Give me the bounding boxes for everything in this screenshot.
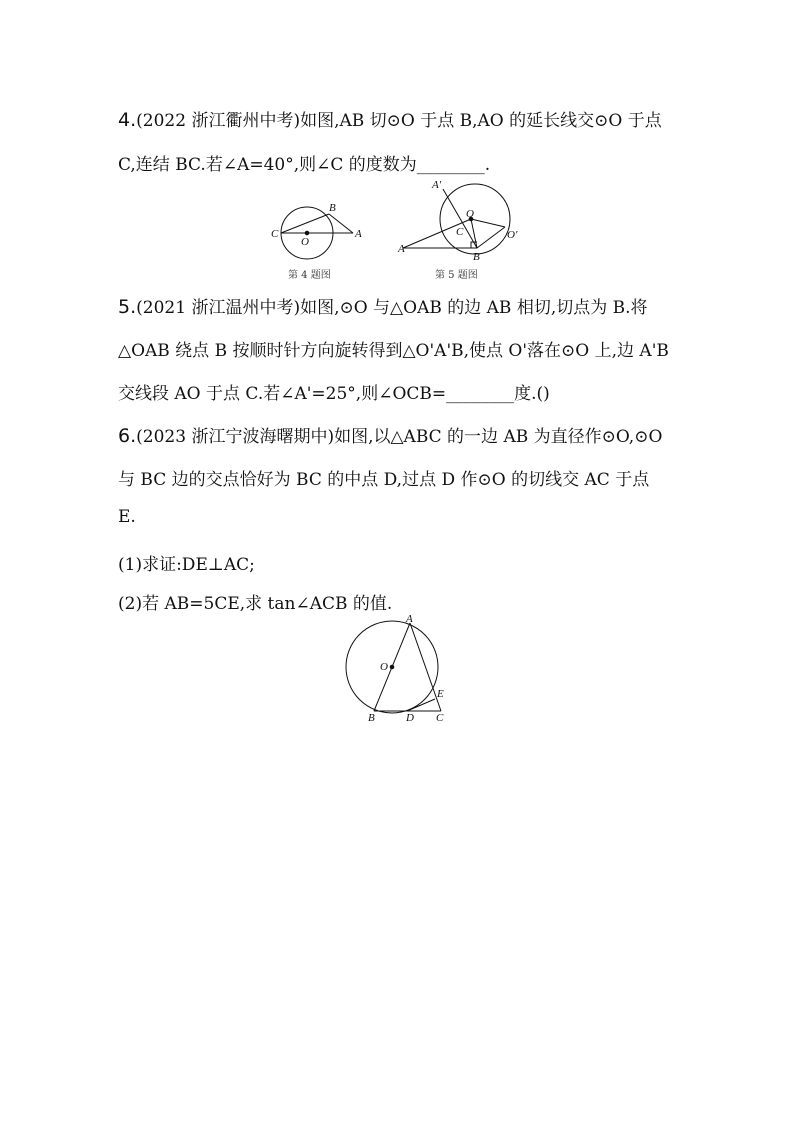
problem-4-number: 4. [118, 109, 137, 131]
problem-6-part-2: (2)若 AB=5CE,求 tan∠ACB 的值. [118, 594, 393, 614]
label-o: O [380, 661, 388, 673]
segment-bo1 [477, 227, 505, 248]
label-c: C [456, 226, 464, 238]
problem-5-line-3: 交线段 AO 于点 C.若∠A'=25°,则∠OCB=________度.() [118, 384, 550, 404]
center-dot [305, 231, 309, 235]
problem-6-number: 6. [118, 425, 137, 447]
circle-o [440, 184, 510, 254]
problem-4-line-2: C,连结 BC.若∠A=40°,则∠C 的度数为________. [118, 155, 491, 175]
figure-4-caption: 第 4 题图 [288, 270, 331, 281]
label-c: C [436, 712, 444, 724]
problem-4-text-1: (2022 浙江衢州中考)如图,AB 切⊙O 于点 B,AO 的延长线交⊙O 于点 [136, 111, 662, 131]
problem-6-line-2: 与 BC 边的交点恰好为 BC 的中点 D,过点 D 作⊙O 的切线交 AC 于点 [118, 470, 650, 490]
problem-6-part-1: (1)求证:DE⊥AC; [118, 555, 255, 575]
label-b: B [329, 202, 336, 214]
segment-oo1 [471, 219, 505, 227]
label-o: O [301, 236, 309, 248]
label-a: A [355, 228, 362, 240]
label-c: C [271, 228, 279, 240]
label-b: B [368, 712, 375, 724]
figure-5 [395, 175, 525, 285]
problem-4-line-1 [118, 106, 662, 131]
problem-6-line-3: E. [118, 507, 136, 527]
problem-6-text-1: (2023 浙江宁波海曙期中)如图,以△ABC 的一边 AB 为直径作⊙O,⊙O [136, 427, 663, 447]
figure-4 [270, 195, 370, 285]
label-a: A [398, 243, 405, 255]
problem-6-line-1 [118, 422, 662, 447]
figure-6 [335, 612, 455, 724]
label-o: O [466, 208, 474, 220]
problem-5-line-1 [118, 293, 648, 318]
label-o-prime: O' [507, 229, 518, 241]
problem-5-line-2: △OAB 绕点 B 按顺时针方向旋转得到△O'A'B,使点 O'落在⊙O 上,边 A'B [118, 341, 669, 361]
label-a-prime: A' [432, 179, 442, 191]
problem-5-text-1: (2021 浙江温州中考)如图,⊙O 与△OAB 的边 AB 相切,切点为 B.将 [136, 298, 648, 318]
figure-5-caption: 第 5 题图 [435, 270, 478, 281]
segment-de [407, 699, 435, 711]
label-d: D [406, 712, 414, 724]
label-b: B [473, 251, 480, 263]
problem-5-number: 5. [118, 296, 137, 318]
center-dot [390, 665, 394, 669]
label-a: A [406, 613, 413, 625]
segment-cb [281, 214, 329, 233]
label-e: E [437, 688, 444, 700]
